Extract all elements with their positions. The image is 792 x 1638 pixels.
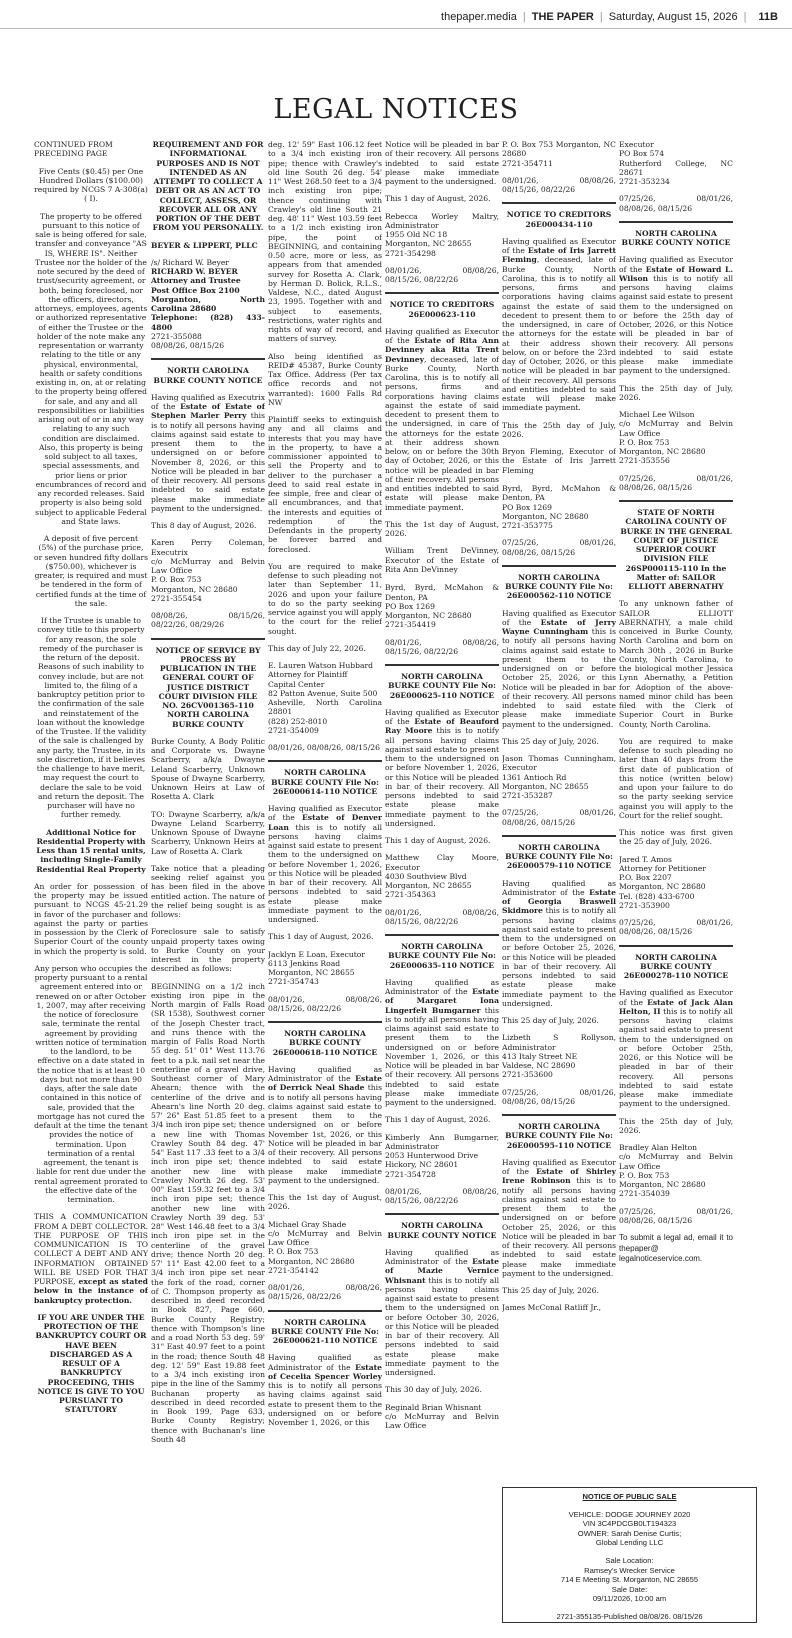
paragraph	[385, 327, 499, 512]
paragraph: This 30 day of July, 2026.	[385, 1385, 482, 1395]
vehicle-details: VEHICLE: DODGE JOURNEY 2020 VIN 3C4PDCGB0LT194323 OWNER: Sarah Denise Curtis; Global Lending LLC	[568, 1509, 691, 1548]
paragraph-text: Having qualified as Executor of the	[502, 236, 616, 255]
address-block: P. O. Box 753 Morganton, NC 28680 2721-354711	[502, 140, 616, 168]
paragraph	[385, 708, 499, 828]
address-block: Bryon Fleming, Executor of the Estate of Iris Jarrett Fleming Byrd, Byrd, McMahon & Denton, PA PO Box 1269 Morganton, NC 28680 2721-353775	[502, 447, 616, 530]
notice-heading: NOTICE OF SERVICE BY PROCESS BY PUBLICATION IN THE GENERAL COURT OF JUSTICE DISTRICT COURT DIVISION FILE NO. 26CV001365-110 NORTH CAROLINA BURKE COUNTY	[151, 638, 265, 729]
paragraph-text: Having qualified as Executor of the	[502, 1157, 616, 1176]
address-block: Bradley Alan Helton c/o McMurray and Belvin Law Office P. O. Box 753 Morganton, NC 28680 2721-354039	[619, 1143, 733, 1199]
paragraph-text: this is to notify all persons having claims against said estate to present them to the undersigned on or before November 1, 2026, or this Notice will be pleaded in bar of their recovery. All persons indebted to said estate please make immediate payment to the undersigned.	[268, 822, 382, 924]
paragraph: deg. 12' 59" East 106.12 feet to a 3/4 inch existing iron pipe; thence with Crawley's old line South 26 deg. 54' 11" West 268.50 feet to a 3/4 inch existing iron pipe; thence continuing with Crawley's old line South 21 deg. 48' 11" West 103.59 feet to a 1/2 inch existing iron pipe, the point of BEGINNING, and containing 0.50 acre, more or less, as appears from that amended survey for Rosetta A. Clark, by Herman D. Bolick, R.L.S., Valdese, N.C., dated August 23, 1995. Together with and subject to easements, restrictions, water rights and rights of way of record, and matters of survey.	[268, 140, 382, 344]
notice-heading: NORTH CAROLINA BURKE COUNTY File No: 26E000614-110 NOTICE	[268, 760, 382, 796]
paragraph: Any person who occupies the property pursuant to a rental agreement entered into or renewed on or after October 1, 2007, may after receiving the notice of foreclosure sale, terminate the rental agreement by providing written notice of termination to the landlord, to be effective on a date stated in the notice that is at least 10 days but not more than 90 days, after the sale date contained in this notice of sale, provided that the mortgage has not cured the default at the time the tenant provides the notice of termination. Upon termination of a rental agreement, the tenant is liable for rent due under the rental agreement prorated to the effective date of the termination.	[34, 963, 148, 1204]
masthead-separator: |	[743, 11, 747, 23]
paragraph-text: Having qualified as Executor of the	[385, 326, 499, 345]
column-4	[385, 140, 499, 1630]
paragraph-text: this is to notify all persons having claims against said estate to present them to the undersigned on or before October 30, 2026, or this Notice will be pleaded in bar of their recovery. All persons indebted to said estate please make immediate payment to the undersigned.	[385, 1275, 499, 1377]
paragraph: An order for possession of the property may be issued pursuant to NCGS 45-21.29 in favor of the purchaser and against the party or parties in possession by the Clerk of Superior Court of the county in which the property is sold.	[34, 881, 148, 956]
estate-name: Estate of Cecelia Spencer Worley	[268, 1362, 382, 1381]
paragraph: This 1 day of August, 2026.	[385, 1115, 491, 1125]
notice-heading: IF YOU ARE UNDER THE PROTECTION OF THE BANKRUPTCY COURT OR HAVE BEEN DISCHARGED AS A RESULT OF A BANKRUPTCY PROCEEDING, THIS NOTICE IS GIVE TO YOU PURSUANT TO STATUTORY	[35, 1312, 147, 1415]
paragraph	[268, 1065, 382, 1185]
notice-heading: NORTH CAROLINA BURKE COUNTY File No: 26E000625-110 NOTICE	[385, 664, 499, 700]
address-block: William Trent DeVinney, Executor of the Estate of Rita Ann DeVinney Byrd, Byrd, McMahon & Denton, PA PO Box 1269 Morganton, NC 28680 2721-354419	[385, 546, 499, 630]
publish-dates: 08/08/26, 08/15/26	[151, 341, 225, 350]
paragraph-text: this is to notify all persons having claims against said estate to present them to the undersigned on or before October 25, 2026, or this Notice will be pleaded in bar of their recovery. All persons indebted to said estate please make immediate payment to the undersigned.	[502, 906, 616, 1008]
address-block: James McConal Ratliff Jr.,	[502, 1303, 602, 1313]
address-block: E. Lauren Watson Hubbard Attorney for Plaintiff Capital Center 82 Patton Avenue, Suite 500 Asheville, North Carolina 28801 (828) 252-8010 2721-354009	[268, 661, 382, 735]
public-sale-title: NOTICE OF PUBLIC SALE	[582, 1492, 677, 1501]
publish-dates: 07/25/26, 08/01/26, 08/08/26, 08/15/26	[502, 808, 616, 827]
paragraph: This 1 day of August, 2026.	[385, 836, 491, 845]
notice-heading: Additional Notice for Residential Property with Less than 15 rental units, including Single-Family Residential Real Property	[36, 827, 146, 874]
address-block: Michael Lee Wilson c/o McMurray and Belvin Law Office P. O. Box 753 Morganton, NC 28680 2721-353556	[619, 410, 733, 466]
column-5	[502, 140, 616, 1485]
paragraph	[34, 1212, 148, 1305]
paragraph: A deposit of five percent (5%) of the purchase price, or seven hundred fifty dollars ($750.00), whichever is greater, is required and must be tendered in the form of certified funds at the time of the sale.	[34, 534, 148, 608]
notice-heading: NORTH CAROLINA BURKE COUNTY 26E000278-110 NOTICE	[619, 945, 733, 981]
paragraph-text: this is to notify all persons having claims against said estate to present them to the undersigned on or before November 8, 2026, or this Notice will be pleaded in bar of their recovery. All persons indebted to said estate please make immediate payment to the undersigned.	[151, 411, 265, 513]
paragraph-text: Having qualified as Executrix of the	[151, 392, 265, 411]
paragraph	[268, 1353, 382, 1427]
sale-location: Sale Location: Ramsey's Wrecker Service 714 E Meeting St. Morganton, NC 28655 Sale Date: 09/11/2026, 10:00 am	[560, 1555, 699, 1604]
estate-name: Estate of Derrick Neal Shade	[268, 1074, 382, 1093]
paragraph	[151, 393, 265, 513]
signature-block: RICHARD W. BEYER Attorney and Trustee Post Office Box 2100 Morganton, North Carolina 28680 Telephone: (828) 433-4800	[151, 267, 265, 332]
publish-dates: 07/25/26, 08/01/26, 08/08/26, 08/15/26	[619, 194, 733, 213]
address-block: Karen Perry Coleman, Executrix c/o McMurray and Belvin Law Office P. O. Box 753 Morganton, NC 28680 2721-355454	[151, 538, 265, 603]
paragraph-text: Having qualified as Executor of the	[619, 988, 733, 1007]
site-url[interactable]: thepaper.media	[441, 11, 517, 23]
estate-name: Estate of Howard L. Wilson	[619, 264, 733, 283]
publish-dates: 07/25/26, 08/01/26, 08/08/26, 08/15/26	[619, 918, 733, 937]
notice-heading: NORTH CAROLINA BURKE COUNTY File No: 26E000579-110 NOTICE	[502, 835, 616, 871]
paragraph: If the Trustee is unable to convey title to this property for any reason, the sole remedy of the purchaser is the return of the deposit. Reasons of such inability to convey include, but are not limited to, the filing of a bankruptcy petition prior to the confirmation of the sale and reinstatement of the loan without the knowledge of the Trustee. If the validity of the sale is challenged by any party, the Trustee, in its sole discretion, if it believes the challenge to have merit, may request the court to declare the sale to be void and return the deposit. The purchaser will have no further remedy.	[35, 616, 147, 820]
ad-number: 2721-355088	[151, 331, 202, 341]
publish-dates: 08/01/26, 08/08/26, 08/15/26	[268, 743, 380, 752]
paragraph-text: this is to notify all persons having claims against said estate to present them to the undersigned on or before October 25th, 2026, or this Notice will be pleaded in bar of their recovery. All persons indebted to said estate please make immediate payment to the undersigned.	[619, 1006, 733, 1109]
estate-name: Estate of Margaret Iona Lingerfelt Bumgarner	[385, 987, 499, 1015]
estate-name: Estate of Jack Alan Helton, II	[619, 997, 733, 1016]
paragraph: Take notice that a pleading seeking relief against you has been filed in the above entitled action. The nature of the relief being sought is as follows:	[151, 863, 265, 919]
notice-heading: NORTH CAROLINA BURKE COUNTY File No: 26E000621-110 NOTICE	[268, 1310, 382, 1346]
notice-heading: REQUIREMENT AND FOR INFORMATIONAL PURPOSES AND IS NOT INTENDED AS AN ATTEMPT TO COLLECT A DEBT OR AS AN ACT TO COLLECT, ASSESS, OR RECOVER ALL OR ANY PORTION OF THE DEBT FROM YOU PERSONALLY.	[152, 140, 264, 233]
submit-ad-note[interactable]: To submit a legal ad, email it to thepaper@ legalnoticeservice.com.	[619, 1233, 733, 1263]
address-block: Rebecca Worley Maltry, Administrator 1955 Old NC 18 Morganton, NC 28655 2721-354298	[385, 211, 499, 258]
paragraph: This 25 day of July, 2026.	[502, 1016, 599, 1025]
estate-name: Estate of Estate of Stephen Marler Perry	[151, 402, 265, 421]
notice-heading: NOTICE TO CREDITORS 26E000623-110	[385, 292, 499, 319]
column-1	[34, 140, 148, 1630]
paragraph-text: Having qualified as Administrator of the	[385, 1247, 499, 1266]
paragraph-text: Having qualified as Executor of the	[268, 804, 382, 823]
estate-name: Estate of Denver Loan	[268, 813, 382, 832]
publish-dates: 08/01/26, 08/08/26, 08/15/26, 08/22/26	[385, 907, 499, 926]
public-sale-footer: 2721-355135-Published 08/08/26. 08/15/26	[556, 1611, 703, 1621]
notice-heading: NORTH CAROLINA BURKE COUNTY File No: 26E000562-110 NOTICE	[502, 565, 616, 601]
notice-heading: NORTH CAROLINA BURKE COUNTY File No: 26E000635-110 NOTICE	[385, 934, 499, 970]
publish-dates: 08/08/26, 08/15/26, 08/22/26, 08/29/26	[151, 611, 265, 630]
paragraph	[385, 978, 499, 1108]
paragraph-bold-text: except as stated below in the instance of bankruptcy protection.	[34, 1277, 148, 1305]
masthead-separator: |	[599, 11, 603, 23]
public-sale-notice	[502, 1487, 757, 1623]
issue-date: Saturday, August 15, 2026	[608, 11, 738, 23]
estate-name: Estate of Iris Jarrett Fleming	[502, 246, 616, 265]
paragraph-text: this is to notify all persons having claims against said estate to present them to the undersigned on or before November 1, 2026, or this	[268, 1381, 382, 1427]
publish-dates: 08/01/26, 08/08/26, 08/15/26, 08/22/26	[385, 637, 499, 656]
paper-name: THE PAPER	[531, 11, 594, 23]
address-block: Lizbeth S Rollyson, Administrator 413 Italy Street NE Valdese, NC 28690 2721-353600	[502, 1033, 616, 1080]
page-number: 11B	[758, 11, 778, 23]
publish-dates: 08/01/26, 08/08/26, 08/15/26, 08/22/26	[385, 1186, 499, 1205]
paragraph-text: Having qualified as Executor of the	[385, 707, 499, 726]
paragraph	[619, 255, 733, 375]
paragraph: TO: Dwayne Scarberry, a/k/a Dwayne Leland Scarberry, Unknown Spouse of Dwayne Scarberry, Unknown Heirs at Law of Rosetta A. Clark	[151, 809, 265, 856]
paragraph-text: Having qualified as Administrator of the	[502, 878, 616, 897]
paragraph: This the 25th day of July, 2026.	[619, 1116, 733, 1135]
paragraph	[268, 804, 382, 924]
paragraph: This 1 day of August, 2026.	[385, 194, 491, 204]
paragraph-text: this is to notify all persons having claims against said estate to present them to the undersigned on or before October 25, 2026, or this Notice will be pleaded in bar of their recovery. All persons indebted to said estate please make immediate payment to the undersigned.	[502, 627, 616, 729]
paragraph: BEGINNING on a 1/2 inch existing iron pipe in the North margin of Falls Road (SR 1538), Southwest corner of the Joseph Chester tract, and runs thence with the margin of Falls Road North 55 deg. 51' 01" West 113.76 feet to a p.k. nail set near the centerline of a gravel drive, Southeast corner of Mary Ahearn; thence with the centerline of the drive and Ahearn's line North 20 deg. 57' 26" East 51.85 feet to a 3/4 inch iron pipe set; thence a new line with Thomas Crawley South 84 deg. 47' 54" East 117 .33 feet to a 3/4 inch iron pipe set; thence another new line with Crawley North 26 deg. 53' 00" East 159.32 feet to a 3/4 inch iron pipe set; thence another new line with Crawley North 39 deg. 53' 28" West 146.48 feet to a 3/4 inch iron pipe set in the centerline of the gravel drive; thence North 20 deg. 57' 11" East 42.00 feet to a 3/4 inch iron pipe set near the fork of the road, corner of C. Thompson property as described in deed recorded in Book 827, Page 660, Burke County Registry; thence with Thompson's line and a road North 53 deg. 59' 31" East 40.97 feet to a point in the road; thence South 48 deg. 12' 59" East 19.88 feet to a 3/4 inch existing iron pipe in the line of the Sammy Buchanan property as described in deed recorded in Book 199, Page 633, Burke County Registry; thence with Buchanan's line South 48	[151, 981, 265, 1444]
estate-name: Estate of Shirley Irene Robinson	[502, 1167, 616, 1186]
column-2	[151, 140, 265, 1630]
notice-heading: NORTH CAROLINA BURKE COUNTY NOTICE	[619, 221, 733, 248]
publish-dates: 07/25/26, 08/01/26, 08/08/26, 08/15/26	[502, 1087, 616, 1106]
paragraph-text: this is to notify all persons having claims against said estate to present them to the undersigned on or before October 25, 2026, or this Notice will be pleaded in bar of their recovery. All persons indebted to said estate please make immediate payment to the undersigned.	[502, 1176, 616, 1278]
notice-heading: NORTH CAROLINA BURKE COUNTY NOTICE	[385, 1213, 499, 1240]
notice-heading: NORTH CAROLINA BURKE COUNTY File No: 26E000595-110 NOTICE	[502, 1114, 616, 1150]
paragraph-text: , deceased, late of Burke County, North Carolina, this is to notify all persons, firms and corporations having claims against the estate of said decedent to present them to the undersigned, in care of the attorneys for the estate at their address shown below, on or before the 23rd day of October, 2026, or this notice will be pleaded in bar of their recovery. All persons and entities indebted to said estate will please make immediate payment.	[502, 255, 616, 413]
paragraph-text: Having qualified as Executor of the	[619, 255, 733, 274]
address-block: Jason Thomas Cunningham, Executor 1361 Antioch Rd Morganton, NC 28655 2721-353287	[502, 754, 616, 800]
publish-dates: 07/25/26, 08/01/26, 08/08/26, 08/15/26	[502, 538, 616, 557]
paragraph	[385, 1248, 499, 1378]
column-3	[268, 140, 382, 1630]
paragraph	[502, 609, 616, 729]
notice-heading: NORTH CAROLINA BURKE COUNTY NOTICE	[151, 358, 265, 385]
paragraph	[502, 237, 616, 413]
paragraph: This the 25th day of July, 2026.	[619, 383, 733, 402]
address-block: Executor PO Box 574 Rutherford College, NC 28671 2721-353234	[619, 140, 733, 186]
paragraph: This 8 day of August, 2026.	[151, 521, 257, 530]
address-block: Kimberly Ann Bumgarner, Administrator 2053 Hunterwood Drive Hickory, NC 28601 2721-354728	[385, 1132, 499, 1179]
paragraph: This the 1st day of August, 2026.	[268, 1193, 382, 1212]
paragraph: This the 25th day of July, 2026.	[502, 420, 616, 439]
paragraph: You are required to make defense to such pleading no later than 40 days from the first date of publication of this notice (written below) and upon your failure to do so the party seeking service against you will apply to the Court for the relief sought.	[619, 736, 733, 820]
notice-heading: NOTICE TO CREDITORS 26E000434-110	[502, 202, 616, 229]
masthead-rule	[0, 28, 792, 29]
signature: /s/ Richard W. Beyer	[151, 257, 229, 267]
paragraph: Also being identified as REID# 45387, Burke County Tax Office. Address (Per tax office records and not warranted): 1600 Falls Rd NW	[268, 351, 382, 407]
paragraph	[502, 1158, 616, 1278]
publish-dates: 07/25/26, 08/01/26, 08/08/26, 08/15/26	[619, 473, 733, 492]
estate-name: Estate of Mazie Vernice Whisnant	[385, 1257, 499, 1285]
paragraph-text: this is to notify all persons having claims against said estate to present them to the undersigned on or before November 1, 2026, or this Notice will be pleaded in bar of their recovery. All persons indebted to said estate please make immediate payment to the undersigned.	[385, 726, 499, 828]
paragraph-text: THIS A COMMUNICATION FROM A DEBT COLLECTOR. THE PURPOSE OF THIS COMMUNICATION IS TO COLLECT A DEBT AND ANY INFORMATION OBTAINED WILL BE USED FOR THAT PURPOSE,	[34, 1212, 148, 1286]
paragraph-text: Having qualified as Administrator of the	[385, 977, 499, 996]
publish-dates: 07/25/26, 08/01/26, 08/08/26, 08/15/26	[619, 1206, 733, 1225]
paragraph	[619, 988, 733, 1108]
paragraph: Five Cents ($0.45) per One Hundred Dollars ($100.00) required by NCGS 7 A-308(a)( I).	[34, 166, 148, 204]
paragraph-text: , deceased, late of Burke County, North Carolina, this is to notify all persons, firms and corporations having claims against the estate of said decedent to present them to the undersigned, in care of the attorneys for the estate at their address shown below, on or before the 30th day of October, 2026, or this notice will be pleaded in bar of their recovery. All persons and entities indebted to said estate will please make immediate payment.	[385, 354, 499, 512]
paragraph: This the 1st day of August, 2026.	[385, 519, 499, 538]
address-block: Reginald Brian Whisnant c/o McMurray and Belvin Law Office	[385, 1402, 499, 1430]
address-block: Michael Gray Shade c/o McMurray and Belvin Law Office P. O. Box 753 Morganton, NC 28680 2721-354142	[268, 1219, 382, 1275]
estate-name: Estate of Beauford Ray Moore	[385, 717, 499, 736]
paragraph-text: this is to notify all persons having claims against said estate to present them to the undersigned on or before the 25th day of October, 2026, or this Notice will be pleaded in bar of their recovery. All persons indebted to said estate please make immediate payment to the undersigned.	[619, 273, 733, 376]
section-title: LEGAL NOTICES	[273, 94, 519, 125]
publish-dates: 08/01/26, 08/08/26, 08/15/26, 08/22/26	[385, 265, 499, 284]
notice-heading: NORTH CAROLINA BURKE COUNTY 26E000618-110 NOTICE	[268, 1021, 382, 1057]
paragraph: This 25 day of July, 2026.	[502, 736, 599, 746]
address-block: Matthew Clay Moore, Executor 4030 Southview Blvd Morganton, NC 28655 2721-354363	[385, 853, 499, 900]
paragraph: You are required to make defense to such pleading not later than September 11, 2026 and upon your failure to do so the party seeking service against you will apply to the court for the relief sought.	[268, 561, 382, 636]
paragraph: To any unknown father of SAILOR ELLIOTT ABERNATHY, a male child conceived in Burke County, North Carolina and born on March 30th , 2026 in Burke County, North Carolina, to the biological mother Jessica Lynn Abernathy, a Petition for Adoption of the above-named minor child has been filed with the Clerk of Superior Court in Burke County, North Carolina.	[619, 599, 733, 729]
paragraph: This 1 day of August, 2026.	[268, 932, 374, 942]
paragraph: This day of July 22, 2026.	[268, 643, 366, 653]
paragraph	[502, 879, 616, 1009]
publish-dates: 08/01/26, 08/08/26, 08/15/26, 08/22/26	[268, 1283, 382, 1302]
paragraph: Plaintiff seeks to extinguish any and all claims and interests that you may have in the property, to have a commissioner appointed to sell the Property and to deliver to the purchaser a deed to said real estate in fee simple, free and clear of all encumbrances, and that the interests and equities of redemption of the Defendants in the property be forever barred and foreclosed.	[268, 415, 382, 554]
paragraph-text: Having qualified as Executor of the	[502, 608, 616, 627]
paragraph-text: this is to notify all persons having claims against said estate to present them to the undersigned on or before November 1, 2026, or this Notice will be pleaded in bar of their recovery. All persons indebted to said estate please make immediate payment to the undersigned.	[385, 1005, 499, 1107]
publish-dates: 08/01/26, 08/08/26, 08/15/26, 08/22/26	[502, 175, 616, 194]
paragraph: Burke County, A Body Politic and Corporate vs. Dwayne Scarberry, a/k/a Dwayne Leland Scarberry, Unknown Spouse of Dwayne Scarberry, Unknown Heirs at Law of Rosetta A. Clark	[151, 736, 265, 802]
masthead-separator: |	[522, 11, 526, 23]
paragraph: Notice will be pleaded in bar of their recovery. All persons indebted to said estate please make immediate payment to the undersigned.	[385, 140, 499, 186]
notices-grid	[34, 140, 786, 1630]
paragraph: This 25 day of July, 2026.	[502, 1286, 599, 1295]
paragraph-text: this is to notify all persons having claims against said estate to present them to the undersigned on or before November 1st, 2026, or this Notice will be pleaded in bar of their recovery. All persons indebted to said estate please make immediate payment to the undersigned.	[268, 1083, 382, 1185]
continued-label: CONTINUED FROM PRECEDING PAGE	[34, 140, 113, 159]
estate-name: Estate of Jerry Wayne Cunningham	[502, 617, 616, 636]
estate-name: Estate of Rita Ann Devinney aka Rita Trent Devinney	[385, 336, 499, 364]
masthead	[0, 8, 792, 26]
column-6	[619, 140, 733, 1485]
publish-dates: 08/01/26, 08/08/26, 08/15/26, 08/22/26	[268, 994, 382, 1013]
paragraph-text: Having qualified as Administrator of the	[268, 1064, 382, 1083]
address-block: Jacklyn E Loan, Executor 6113 Jenkins Road Morganton, NC 28655 2721-354743	[268, 949, 365, 987]
paragraph: The property to be offered pursuant to this notice of sale is being offered for sale, transfer and conveyance "AS IS, WHERE IS". Neither Trustee nor the holder of the note secured by the deed of trust/security agreement, or both, being foreclosed, nor the officers, directors, attorneys, employees, agents or authorized representative of either the Trustee or the holder of the note make any representation or warranty relating to the title or any physical, environmental, health or safety conditions existing in, on, at or relating to the property being offered for sale, and any and all responsibilities or liabilities arising out of or in any way relating to any such condition are disclaimed. Also, this property is being sold subject to all taxes, special assessments, and prior liens or prior encumbrances of record and any recorded releases. Said property is also being sold subject to applicable Federal and State laws.	[34, 211, 148, 526]
address-block: Jared T. Amos Attorney for Petitioner P.O. Box 2207 Morganton, NC 28680 Tel. (828) 433-6700 2721-353900	[619, 854, 706, 910]
estate-name: Estate of Georgia Braswell Skidmore	[502, 887, 616, 916]
paragraph: This notice was first given the 25 day of July, 2026.	[619, 828, 733, 847]
firm-name: BEYER & LIPPERT, PLLC	[151, 240, 258, 250]
paragraph-text: Having qualified as Administrator of the	[268, 1353, 382, 1372]
paragraph: Foreclosure sale to satisfy unpaid property taxes owing to Burke County on your interest in the property described as follows:	[151, 927, 265, 974]
notice-heading: STATE OF NORTH CAROLINA COUNTY OF BURKE IN THE GENERAL COURT OF JUSTICE SUPERIOR COURT DIVISION FILE 26SP000115-110 In the Matter of: SAILOR ELLIOTT ABERNATHY	[619, 500, 733, 591]
